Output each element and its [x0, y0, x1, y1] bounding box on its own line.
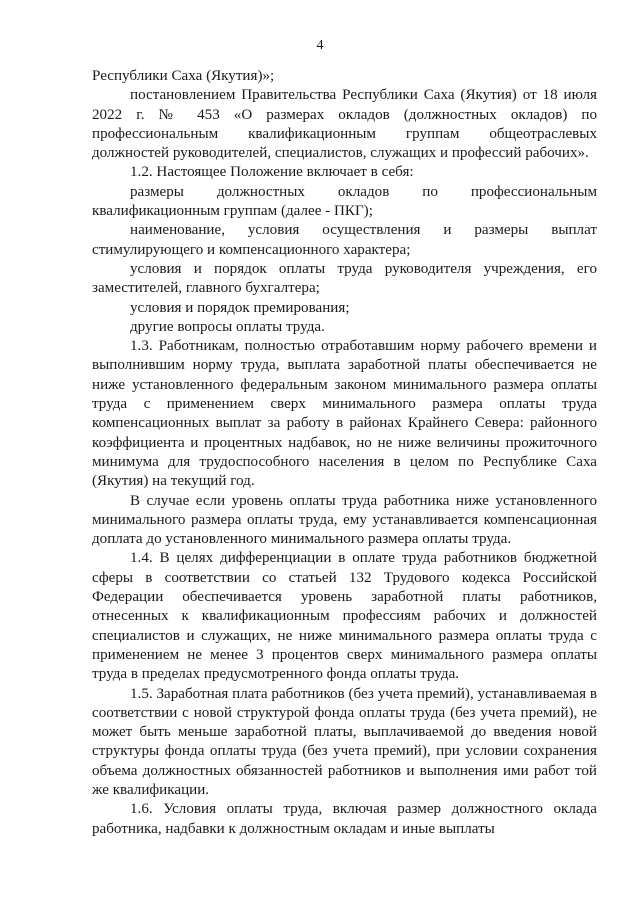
- paragraph: другие вопросы оплаты труда.: [130, 318, 325, 335]
- paragraph: В случае если уровень оплаты труда работника ниже установленного минимального размера оплаты труда, ему устанавливается компенсационная доплата до установленного минимального размера оплаты труда.: [92, 492, 597, 548]
- document-body: [92, 67, 597, 839]
- paragraph: наименование, условия осуществления и размеры выплат стимулирующего и компенсационного характера;: [92, 222, 597, 258]
- page-number: 4: [316, 38, 324, 53]
- paragraph: 1.2. Настоящее Положение включает в себя:: [130, 164, 414, 181]
- paragraph: 1.4. В целях дифференциации в оплате труда работников бюджетной сферы в соответствии со статьей 132 Трудового кодекса Российской Федерации обеспечивается уровень заработной платы работников, отнесенных к квалификационным профессиям рабочих и должностей специалистов и служащих, не ниже минимального размера оплаты труда с применением не менее 3 процентов сверх минимального размера оплаты труда в пределах предусмотренного фонда оплаты труда.: [92, 550, 597, 683]
- paragraph: 1.6. Условия оплаты труда, включая размер должностного оклада работника, надбавки к должностным окладам и иные выплаты: [92, 801, 597, 837]
- paragraph: Республики Саха (Якутия)»;: [92, 68, 275, 84]
- paragraph: 1.5. Заработная плата работников (без учета премий), устанавливаемая в соответствии с новой структурой фонда оплаты труда (без учета премий), не может быть меньше заработной платы, выплачиваемой до введения новой структуры фонда оплаты труда (без учета премий), при условии сохранения объема должностных обязанностей работников и выполнения ими работ той же квалификации.: [92, 685, 597, 798]
- paragraph: условия и порядок премирования;: [130, 299, 350, 316]
- paragraph: размеры должностных окладов по профессиональным квалификационным группам (далее - ПКГ);: [92, 183, 597, 220]
- paragraph: условия и порядок оплаты труда руководителя учреждения, его заместителей, главного бухгалтера;: [92, 260, 597, 297]
- paragraph: постановлением Правительства Республики Саха (Якутия) от 18 июля 2022 г. № 453 «О размерах окладов (должностных окладов) по профессиональным квалификационным группам общеотраслевых должностей руководителей, специалистов, служащих и профессий рабочих».: [92, 87, 597, 162]
- paragraph: 1.3. Работникам, полностью отработавшим норму рабочего времени и выполнившим норму труда, выплата заработной платы обеспечивается не ниже установленного федеральным законом минимального размера оплаты труда с применением сверх минимального размера оплаты труда компенсационных выплат за работу в районах Крайнего Севера: районного коэффициента и процентных надбавок, но не ниже величины прожиточного минимума для трудоспособного населения в целом по Республике Саха (Якутия) на текущий год.: [92, 338, 597, 490]
